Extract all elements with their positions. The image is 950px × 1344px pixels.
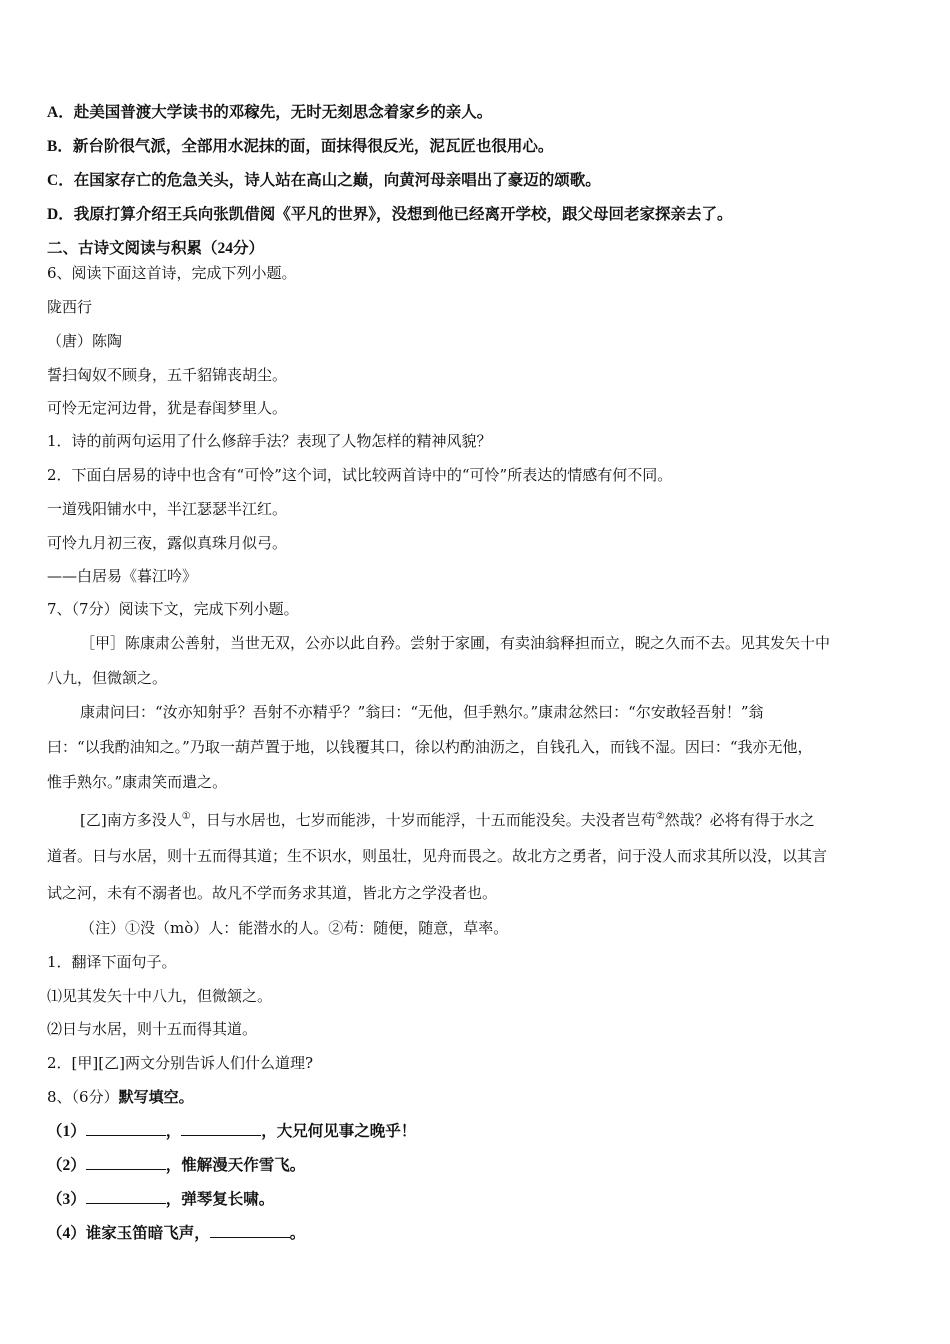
bai-poem-line: 可怜九月初三夜，露似真珠月似弓。 — [47, 534, 288, 552]
fill-item-text: 谁家玉笛暗飞声， — [85, 1225, 210, 1242]
yi-text-part: ，日与水居也，七岁而能涉，十岁而能浮，十五而能没矣。夫没者岂苟 — [190, 811, 656, 829]
q7-sub1-item: ⑴见其发矢十中八九，但微颔之。 — [47, 987, 273, 1005]
fill-item-2 — [47, 1155, 907, 1176]
fill-item-text: ，惟解漫天作雪飞。 — [165, 1157, 306, 1174]
yi-text: 道者。日与水居，则十五而得其道；生不识水，则虽壮，见舟而畏之。故北方之勇者，问于没人而求其所以没，以其言 — [47, 847, 828, 865]
yi-text: 试之河，未有不溺者也。故凡不学而务求其道，皆北方之学没者也。 — [47, 884, 498, 902]
bai-poem-source: ——白居易《暮江吟》 — [47, 567, 198, 585]
q7-prompt: 7、（7分）阅读下文，完成下列小题。 — [47, 600, 299, 618]
poem-line: 可怜无定河边骨，犹是春闺梦里人。 — [47, 399, 288, 417]
jia-text: 惟手熟尔。”康肃笑而遣之。 — [47, 773, 228, 791]
q8-prompt-bold: 默写填空。 — [118, 1088, 194, 1106]
fill-item-text: 。 — [289, 1225, 306, 1242]
poem-title: 陇西行 — [47, 298, 93, 316]
jia-text: 康肃问曰：“汝亦知射乎？吾射不亦精乎？”翁曰：“无他，但手熟尔。”康肃忿然曰：“尔安敢轻吾射！”翁 — [80, 703, 764, 721]
fill-item-number: （1） — [47, 1123, 86, 1140]
poem-author: （唐）陈陶 — [47, 332, 123, 350]
jia-text: 八九，但微颔之。 — [47, 669, 168, 687]
q7-sub1-item: ⑵日与水居，则十五而得其道。 — [47, 1020, 258, 1038]
fill-blank[interactable] — [86, 1189, 166, 1204]
option-d: D．我原打算介绍王兵向张凯借阅《平凡的世界》，没想到他已经离开学校，跟父母回老家探亲去了。 — [47, 206, 733, 223]
fill-item-number: （2） — [47, 1157, 86, 1174]
note: （注）①没（mò）人：能潜水的人。②苟：随便，随意，草率。 — [80, 919, 509, 937]
q6-sub1: 1．诗的前两句运用了什么修辞手法？表现了人物怎样的精神风貌？ — [47, 432, 492, 450]
fill-item-text: ，弹琴复长啸。 — [165, 1191, 275, 1208]
fill-item-1 — [47, 1121, 907, 1142]
q7-sub2: 2．[甲][乙]两文分别告诉人们什么道理? — [47, 1054, 313, 1072]
fill-item-text: ， — [165, 1123, 182, 1140]
q6-prompt: 6、阅读下面这首诗，完成下列小题。 — [47, 264, 297, 282]
fill-item-4 — [47, 1223, 907, 1244]
fill-blank[interactable] — [210, 1223, 290, 1238]
fill-item-text: ，大兄何见事之晚乎！ — [261, 1123, 417, 1140]
bai-poem-line: 一道残阳铺水中，半江瑟瑟半江红。 — [47, 500, 288, 518]
section-title: 二、古诗文阅读与积累（24分） — [47, 240, 265, 257]
q8-prompt-number: 8、（6分） — [47, 1088, 119, 1106]
fill-blank[interactable] — [181, 1121, 261, 1136]
q6-sub2: 2．下面白居易的诗中也含有“可怜”这个词，试比较两首诗中的“可怜”所表达的情感有何不同。 — [47, 466, 673, 484]
yi-text-part: 然哉？必将有得于水之 — [664, 811, 815, 829]
fill-blank[interactable] — [86, 1155, 166, 1170]
q8-prompt — [47, 1087, 907, 1107]
q7-sub1: 1．翻译下面句子。 — [47, 953, 177, 971]
option-b: B．新台阶很气派，全部用水泥抹的面，面抹得很反光，泥瓦匠也很用心。 — [47, 138, 554, 155]
poem-line: 誓扫匈奴不顾身，五千貂锦丧胡尘。 — [47, 366, 288, 384]
fill-item-3 — [47, 1189, 907, 1210]
fill-item-number: （3） — [47, 1191, 86, 1208]
yi-text — [80, 810, 940, 830]
option-c: C．在国家存亡的危急关头，诗人站在高山之巅，向黄河母亲唱出了豪迈的颂歌。 — [47, 172, 601, 189]
footnote-marker: ② — [655, 811, 665, 822]
yi-text-part: [乙]南方多没人 — [80, 811, 182, 829]
jia-text: 曰：“以我酌油知之。”乃取一葫芦置于地，以钱覆其口，徐以杓酌油沥之，自钱孔入，而钱不湿。因曰：“我亦无他， — [47, 738, 813, 756]
jia-text: ［甲］陈康肃公善射，当世无双，公亦以此自矜。尝射于家圃，有卖油翁释担而立，睨之久而不去。见其发矢十中 — [80, 634, 831, 652]
footnote-marker: ① — [181, 811, 191, 822]
option-a: A．赴美国普渡大学读书的邓稼先，无时无刻思念着家乡的亲人。 — [47, 104, 493, 121]
fill-item-number: （4） — [47, 1225, 86, 1242]
fill-blank[interactable] — [86, 1121, 166, 1136]
